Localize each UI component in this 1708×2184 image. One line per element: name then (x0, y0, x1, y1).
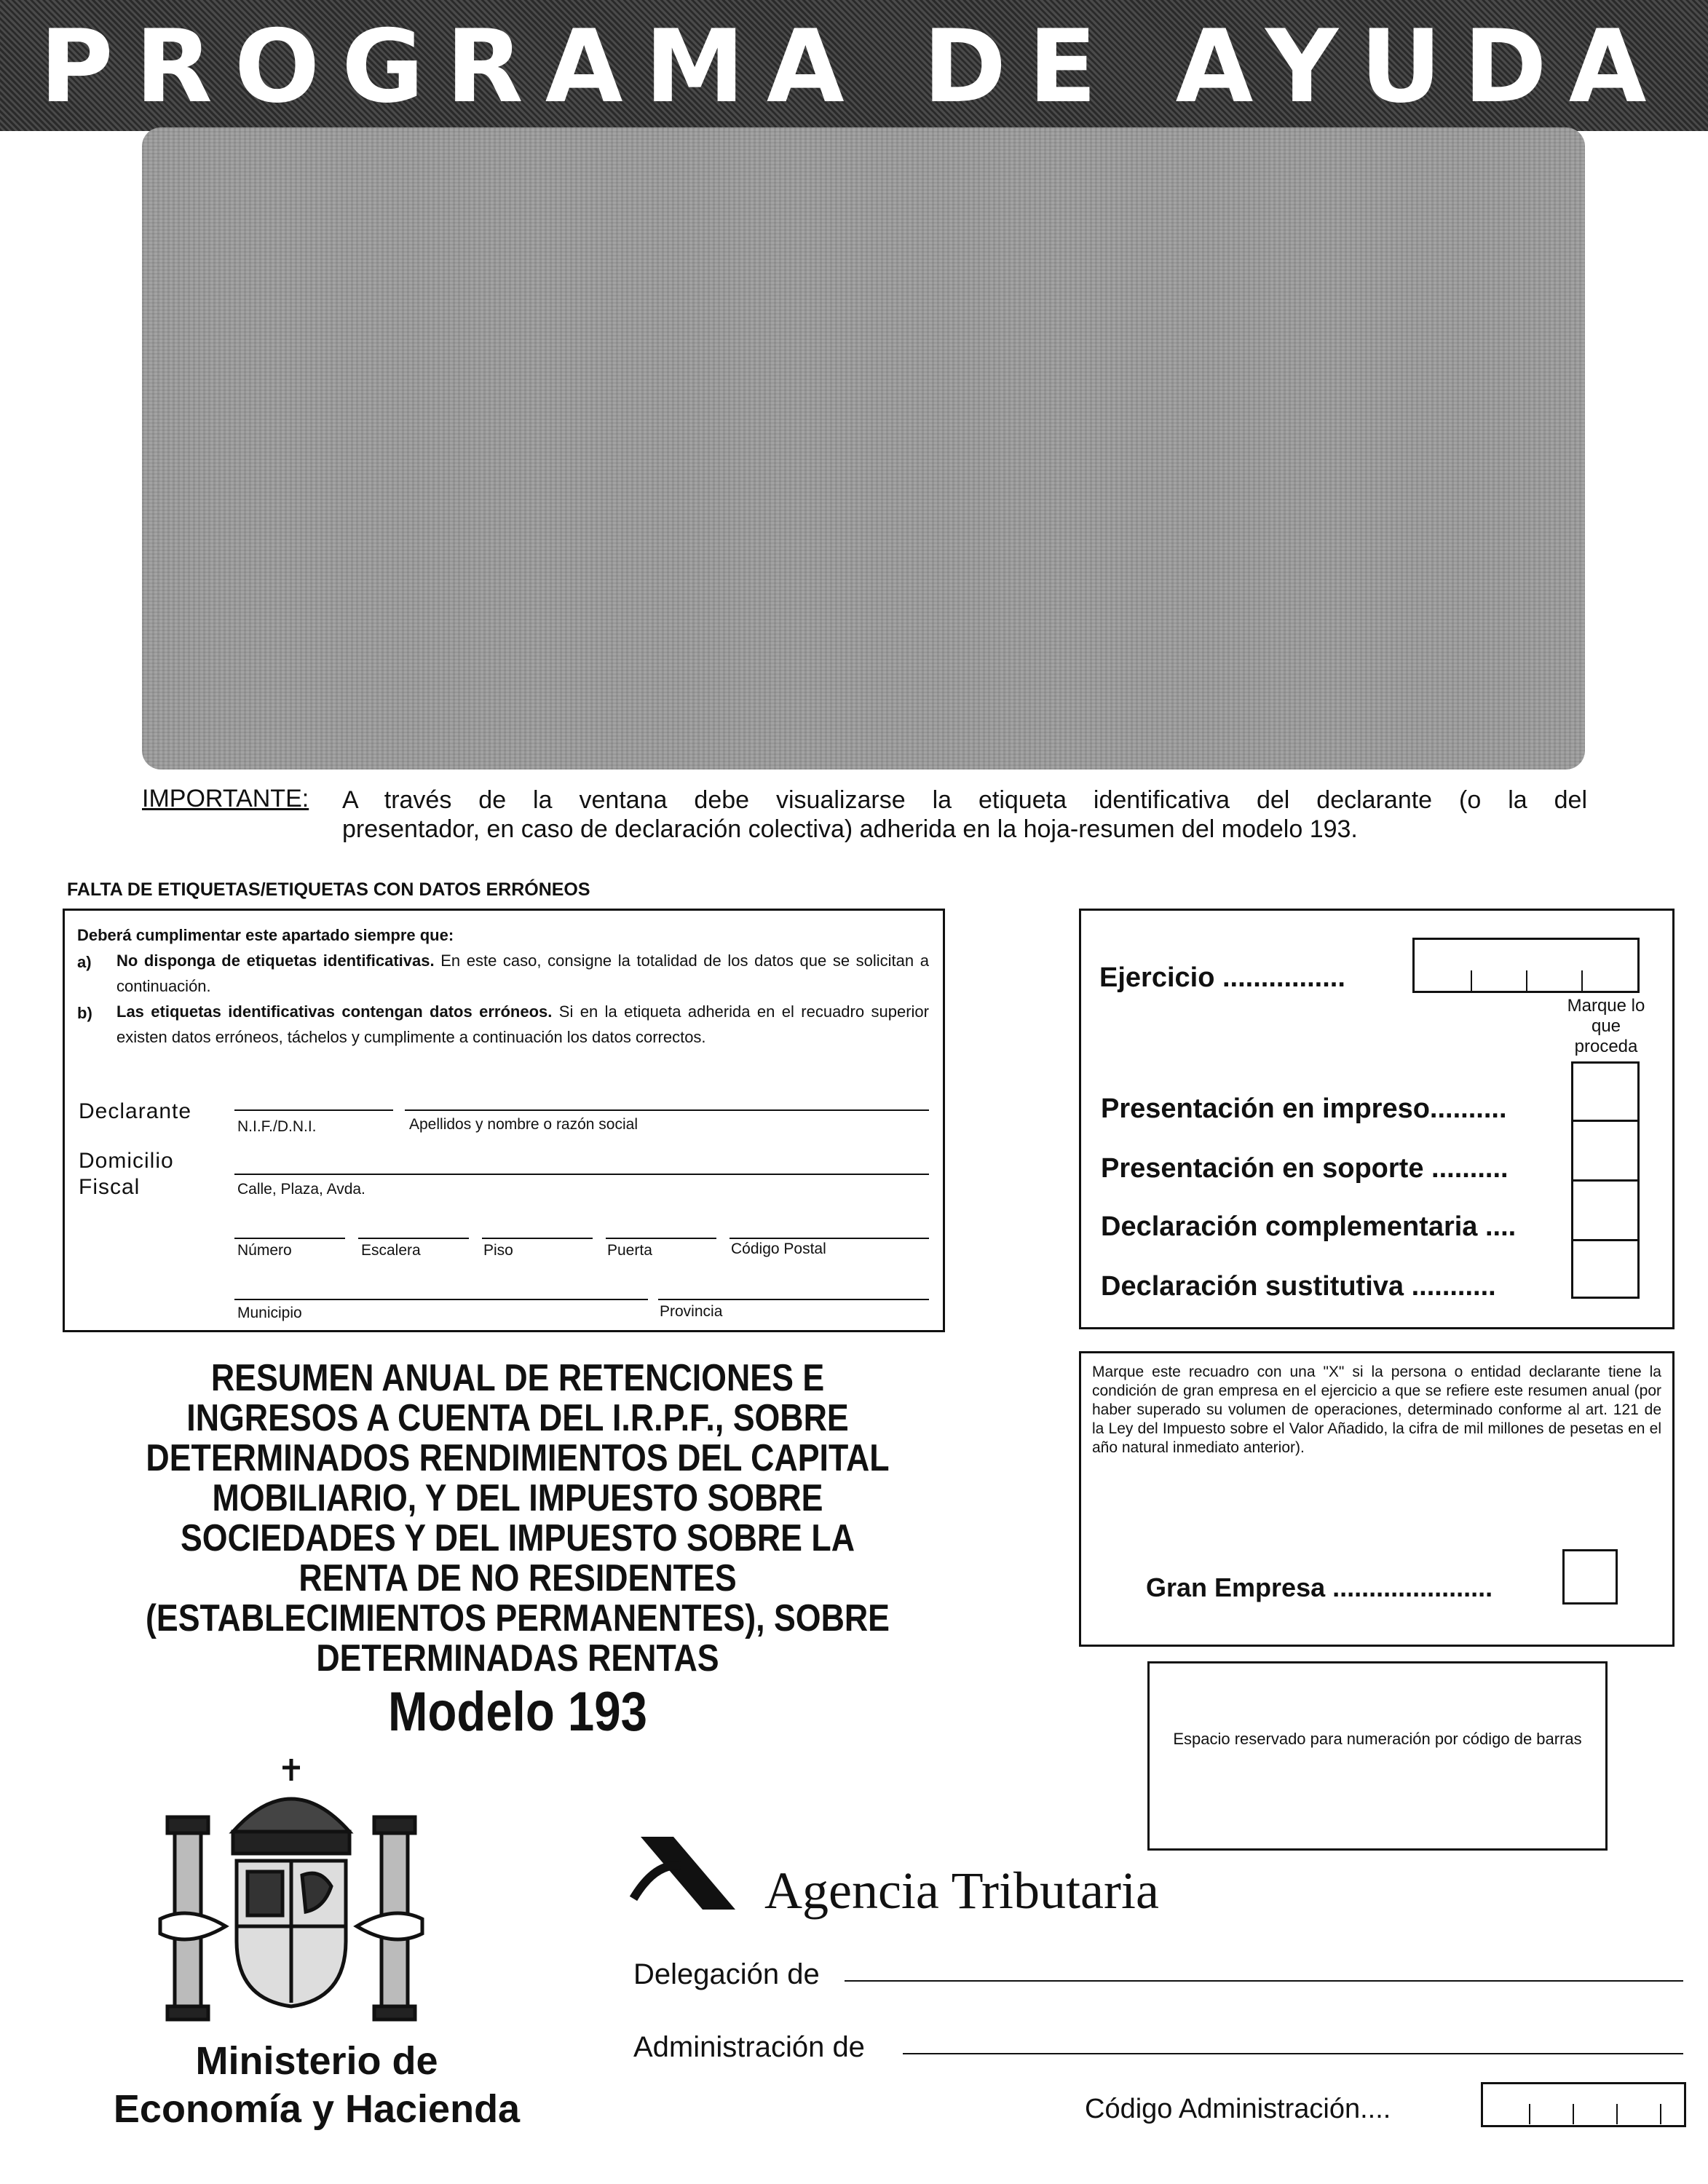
item-b (116, 999, 929, 1050)
item-a-mark: a) (77, 953, 92, 971)
codigo-divider (1529, 2104, 1530, 2124)
municipio-field[interactable] (234, 1299, 648, 1300)
sustitutiva-label: Declaración sustitutiva ........... (1101, 1271, 1496, 1302)
escalera-field[interactable] (358, 1238, 469, 1239)
domicilio-label: Domicilio (79, 1149, 174, 1173)
ministerio-name (29, 2037, 604, 2133)
item-b-text: Si en la etiqueta adherida en el recuadro superior existen datos erróneos, táchelos y cumplimente a continuación los datos correctos. (116, 1002, 929, 1046)
sustitutiva-checkbox[interactable] (1573, 1241, 1637, 1297)
gran-empresa-checkbox[interactable] (1562, 1549, 1618, 1605)
ejercicio-divider (1581, 970, 1583, 991)
agencia-name: Agencia Tributaria (764, 1861, 1159, 1920)
barcode-text: Espacio reservado para numeración por código de barras (1173, 1730, 1582, 1748)
cp-field[interactable] (730, 1238, 929, 1239)
item-a-text: En este caso, consigne la totalidad de los datos que se solicitan a continuación. (116, 951, 929, 995)
codigo-divider (1616, 2104, 1618, 2124)
delegacion-field[interactable] (845, 1980, 1683, 1982)
gran-empresa-label: Gran Empresa ...................... (1146, 1572, 1493, 1602)
administracion-label: Administración de (633, 2031, 865, 2063)
ejercicio-divider (1471, 970, 1472, 991)
banner-title: PROGRAMA DE AYUDA (39, 8, 1669, 125)
complementaria-checkbox[interactable] (1573, 1182, 1637, 1238)
codigo-divider (1660, 2104, 1661, 2124)
calle-field[interactable] (234, 1174, 929, 1175)
modelo-title: Modelo 193 (388, 1681, 647, 1743)
puerta-caption: Puerta (607, 1242, 652, 1259)
provincia-caption: Provincia (660, 1303, 723, 1320)
item-a (116, 948, 929, 999)
item-b-mark: b) (77, 1004, 92, 1022)
important-text-line1: A través de la ventana debe visualizarse la etiqueta identificativa del declarante (o la del (342, 786, 1587, 814)
impreso-checkbox[interactable] (1573, 1064, 1637, 1119)
ejercicio-label: Ejercicio ................ (1099, 962, 1345, 993)
piso-caption: Piso (483, 1242, 513, 1259)
numero-caption: Número (237, 1242, 292, 1259)
complementaria-label: Declaración complementaria .... (1101, 1211, 1517, 1242)
nif-caption: N.I.F./D.N.I. (237, 1118, 317, 1135)
piso-field[interactable] (482, 1238, 593, 1239)
ministerio-line2: Economía y Hacienda (113, 2087, 521, 2131)
numero-field[interactable] (234, 1238, 345, 1239)
impreso-label: Presentación en impreso.......... (1101, 1093, 1507, 1124)
ejercicio-divider (1526, 970, 1527, 991)
item-b-bold: Las etiquetas identificativas contengan datos erróneos. (116, 1002, 553, 1021)
barcode-box (1147, 1661, 1608, 1851)
resumen-title: RESUMEN ANUAL DE RETENCIONES E INGRESOS A CUENTA DEL I.R.P.F., SOBRE DETERMINADOS RENDIMIENTOS DEL CAPITAL MOBILIARIO, Y DEL IMPUESTO SOBRE SOCIEDADES Y DEL IMPUESTO SOBRE LA RENTA DE NO RESIDENTES (ESTABLECIMIENTOS PERMANENTES), SOBRE DETERMINADAS RENTAS (145, 1357, 890, 1679)
nombre-field[interactable] (405, 1109, 929, 1111)
falta-title: FALTA DE ETIQUETAS/ETIQUETAS CON DATOS ERRÓNEOS (67, 879, 590, 900)
gran-empresa-text: Marque este recuadro con una "X" si la persona o entidad declarante tiene la condición de gran empresa en el ejercicio a que se refiere este resumen anual (por haber superado su volumen de operaciones, determinado conforme al art. 121 de la Ley del Impuesto sobre el Valor Añadido, la cifra de mil millones de pesetas en el año natural inmediato anterior). (1092, 1364, 1661, 1456)
nif-field[interactable] (234, 1109, 393, 1111)
declarante-label: Declarante (79, 1099, 192, 1123)
municipio-caption: Municipio (237, 1305, 302, 1321)
calle-caption: Calle, Plaza, Avda. (237, 1181, 365, 1198)
puerta-field[interactable] (606, 1238, 716, 1239)
administracion-field[interactable] (903, 2053, 1683, 2054)
marque-note: Marque lo que proceda (1567, 996, 1645, 1056)
important-text-line2: presentador, en caso de declaración colectiva) adherida en la hoja-resumen del modelo 193. (342, 815, 1358, 843)
agencia-logo-icon (626, 1833, 750, 1913)
important-label: IMPORTANTE: (142, 785, 309, 812)
falta-heading: Deberá cumplimentar este apartado siempre que: (77, 926, 454, 944)
provincia-field[interactable] (658, 1299, 929, 1300)
codigo-administracion-label: Código Administración.... (1085, 2094, 1391, 2124)
delegacion-label: Delegación de (633, 1958, 820, 1990)
codigo-administracion-field[interactable] (1481, 2082, 1686, 2127)
item-a-bold: No disponga de etiquetas identificativas. (116, 951, 435, 970)
escalera-caption: Escalera (361, 1242, 421, 1259)
codigo-divider (1573, 2104, 1574, 2124)
cp-caption: Código Postal (731, 1241, 826, 1257)
fiscal-label: Fiscal (79, 1175, 141, 1199)
soporte-label: Presentación en soporte .......... (1101, 1153, 1509, 1184)
label-window (142, 127, 1585, 769)
ministerio-line1: Ministerio de (195, 2039, 438, 2083)
coat-of-arms-icon (146, 1752, 437, 2028)
nombre-caption: Apellidos y nombre o razón social (409, 1116, 638, 1133)
soporte-checkbox[interactable] (1573, 1122, 1637, 1179)
